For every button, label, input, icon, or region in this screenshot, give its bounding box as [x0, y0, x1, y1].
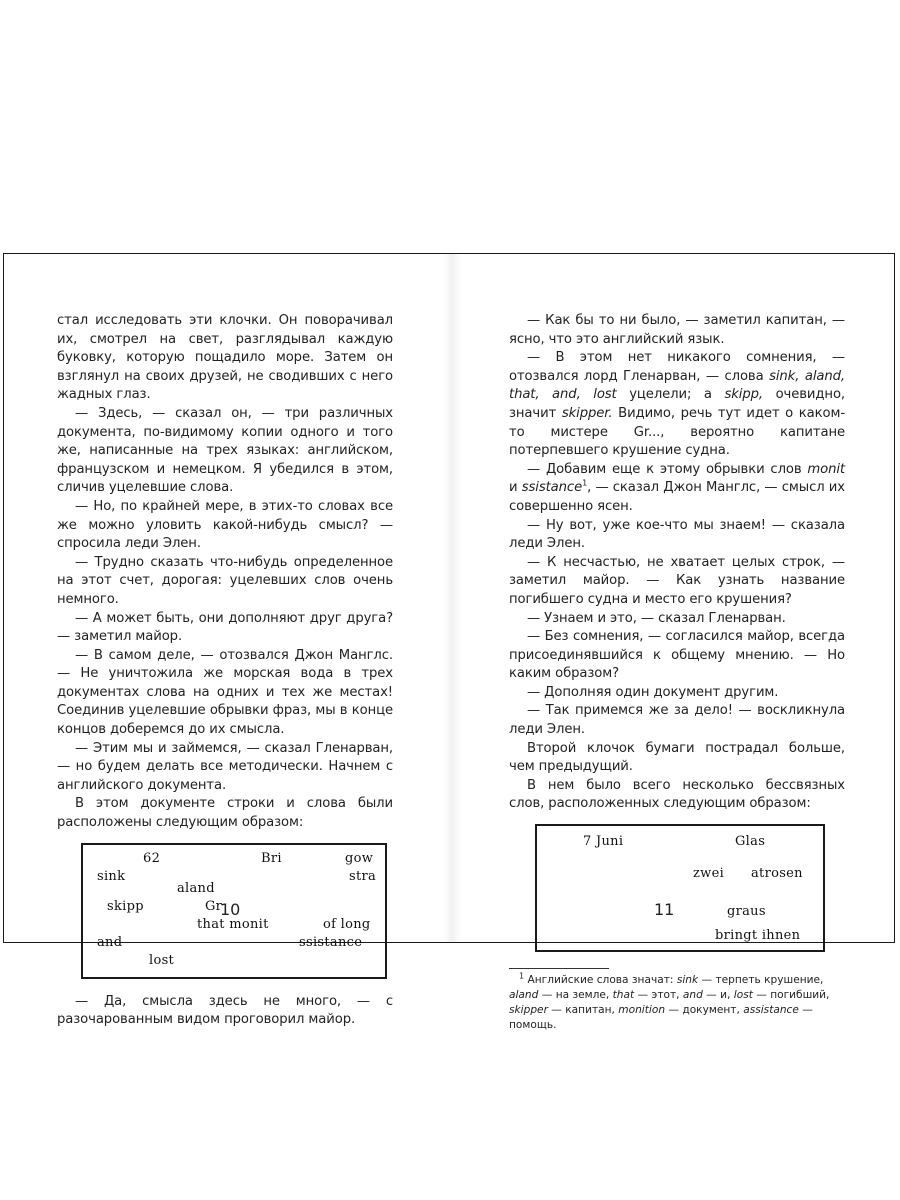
- paragraph: стал исследовать эти клочки. Он поворачивал их, смотрел на свет, разглядывал каждую буковку, которую пощадило море. Затем он взглянул на своих друзей, не сводивших с него жадных глаз.: [57, 313, 393, 403]
- paragraph: — Так примемся же за дело! — воскликнула леди Элен.: [509, 703, 845, 738]
- book-gutter: [444, 254, 462, 942]
- document-word: sink: [97, 868, 126, 884]
- paragraph: — В этом нет никакого сомнения, — отозвался лорд Гленарван, — слова sink, aland, that, and, lost уцелели; а skipp, очевидно, значит skipper. Видимо, речь тут идет о каком-то мистере Gr..., вероятно капитане потерпевшего крушение судна.: [509, 350, 846, 459]
- document-word: 7 Juni: [583, 834, 624, 850]
- footnote-marker: 1: [582, 478, 588, 488]
- paragraph: В этом документе строки и слова были расположены следующим образом:: [57, 796, 393, 831]
- document-word: atrosen: [751, 866, 803, 882]
- paragraph: — Узнаем и это, — сказал Гленарван.: [527, 610, 786, 626]
- paragraph: — К несчастью, не хватает целых строк, — заметил майор. — Как узнать название погибшего судна и место его крушения?: [509, 554, 845, 607]
- right-page: [509, 312, 845, 1033]
- book-spread: [3, 253, 895, 1032]
- document-word: Bri: [261, 850, 282, 866]
- document-word: of long: [323, 916, 371, 932]
- german-document-fragment: [535, 824, 825, 952]
- paragraph: — А может быть, они дополняют друг друга? — заметил майор.: [57, 610, 393, 645]
- page-number: 10: [220, 900, 241, 919]
- document-word: and: [97, 934, 123, 950]
- document-word: zwei: [693, 866, 725, 882]
- document-word: ssistance: [299, 934, 363, 950]
- paragraph: — Но, по крайней мере, в этих-то словах все же можно уловить какой-нибудь смысл? — спросила леди Элен.: [57, 498, 393, 552]
- document-word: Glas: [735, 834, 766, 850]
- document-word: Gr: [205, 898, 223, 914]
- paragraph: — Ну вот, уже кое-что мы знаем! — сказала леди Элен.: [509, 517, 845, 552]
- paragraph: — Да, смысла здесь не много, — с разочарованным видом проговорил майор.: [57, 993, 393, 1028]
- footnote-rule: [509, 968, 609, 969]
- paragraph: — Трудно сказать что-нибудь определенное на этот счет, дорогая: уцелевших слов очень немного.: [57, 554, 393, 607]
- paragraph: — Дополняя один документ другим.: [527, 684, 779, 700]
- paragraph: — Добавим еще к этому обрывки слов monit и ssistance$^1$, — сказал Джон Манглс, — смысл их совершенно ясен.: [509, 461, 845, 514]
- document-word: 62: [143, 850, 161, 866]
- page-number: 11: [654, 900, 675, 919]
- paragraph: — Этим мы и займемся, — сказал Гленарван, — но будем делать все методически. Начнем с английского документа.: [57, 740, 393, 793]
- document-word: stra: [349, 868, 377, 884]
- document-word: graus: [727, 904, 766, 920]
- paragraph: В нем было всего несколько бессвязных слов, расположенных следующим образом:: [509, 777, 845, 812]
- paragraph: — В самом деле, — отозвался Джон Манглс. — Не уничтожила же морская вода в трех документах слова на одних и тех же местах! Соединив уцелевшие обрывки фраз, мы в конце концов доберемся до их смысла.: [57, 647, 393, 738]
- paragraph: — Здесь, — сказал он, — три различных документа, по-видимому копии одного и того же, написанные на трех языках: английском, французском и немецком. Я убедился в этом, сличив уцелевшие слова.: [57, 405, 393, 496]
- document-word: aland: [177, 880, 215, 896]
- document-word: lost: [149, 952, 175, 968]
- document-word: that monit: [197, 916, 269, 932]
- paragraph: — Без сомнения, — согласился майор, всегда присоединявшийся к общему мнению. — Но каким образом?: [509, 629, 845, 682]
- document-word: bringt ihnen: [715, 928, 801, 944]
- document-word: skipp: [107, 898, 144, 914]
- paragraph: Второй клочок бумаги пострадал больше, чем предыдущий.: [509, 740, 845, 775]
- left-page: [57, 312, 393, 1030]
- document-word: gow: [345, 850, 374, 866]
- footnote: $^1$ Английские слова значат: sink — терпеть крушение, aland — на земле, that — этот, and — и, lost — погибший, skipper — капитан, monition — документ, assistance — помощь.: [509, 971, 830, 1032]
- paragraph: — Как бы то ни было, — заметил капитан, — ясно, что это английский язык.: [509, 313, 845, 347]
